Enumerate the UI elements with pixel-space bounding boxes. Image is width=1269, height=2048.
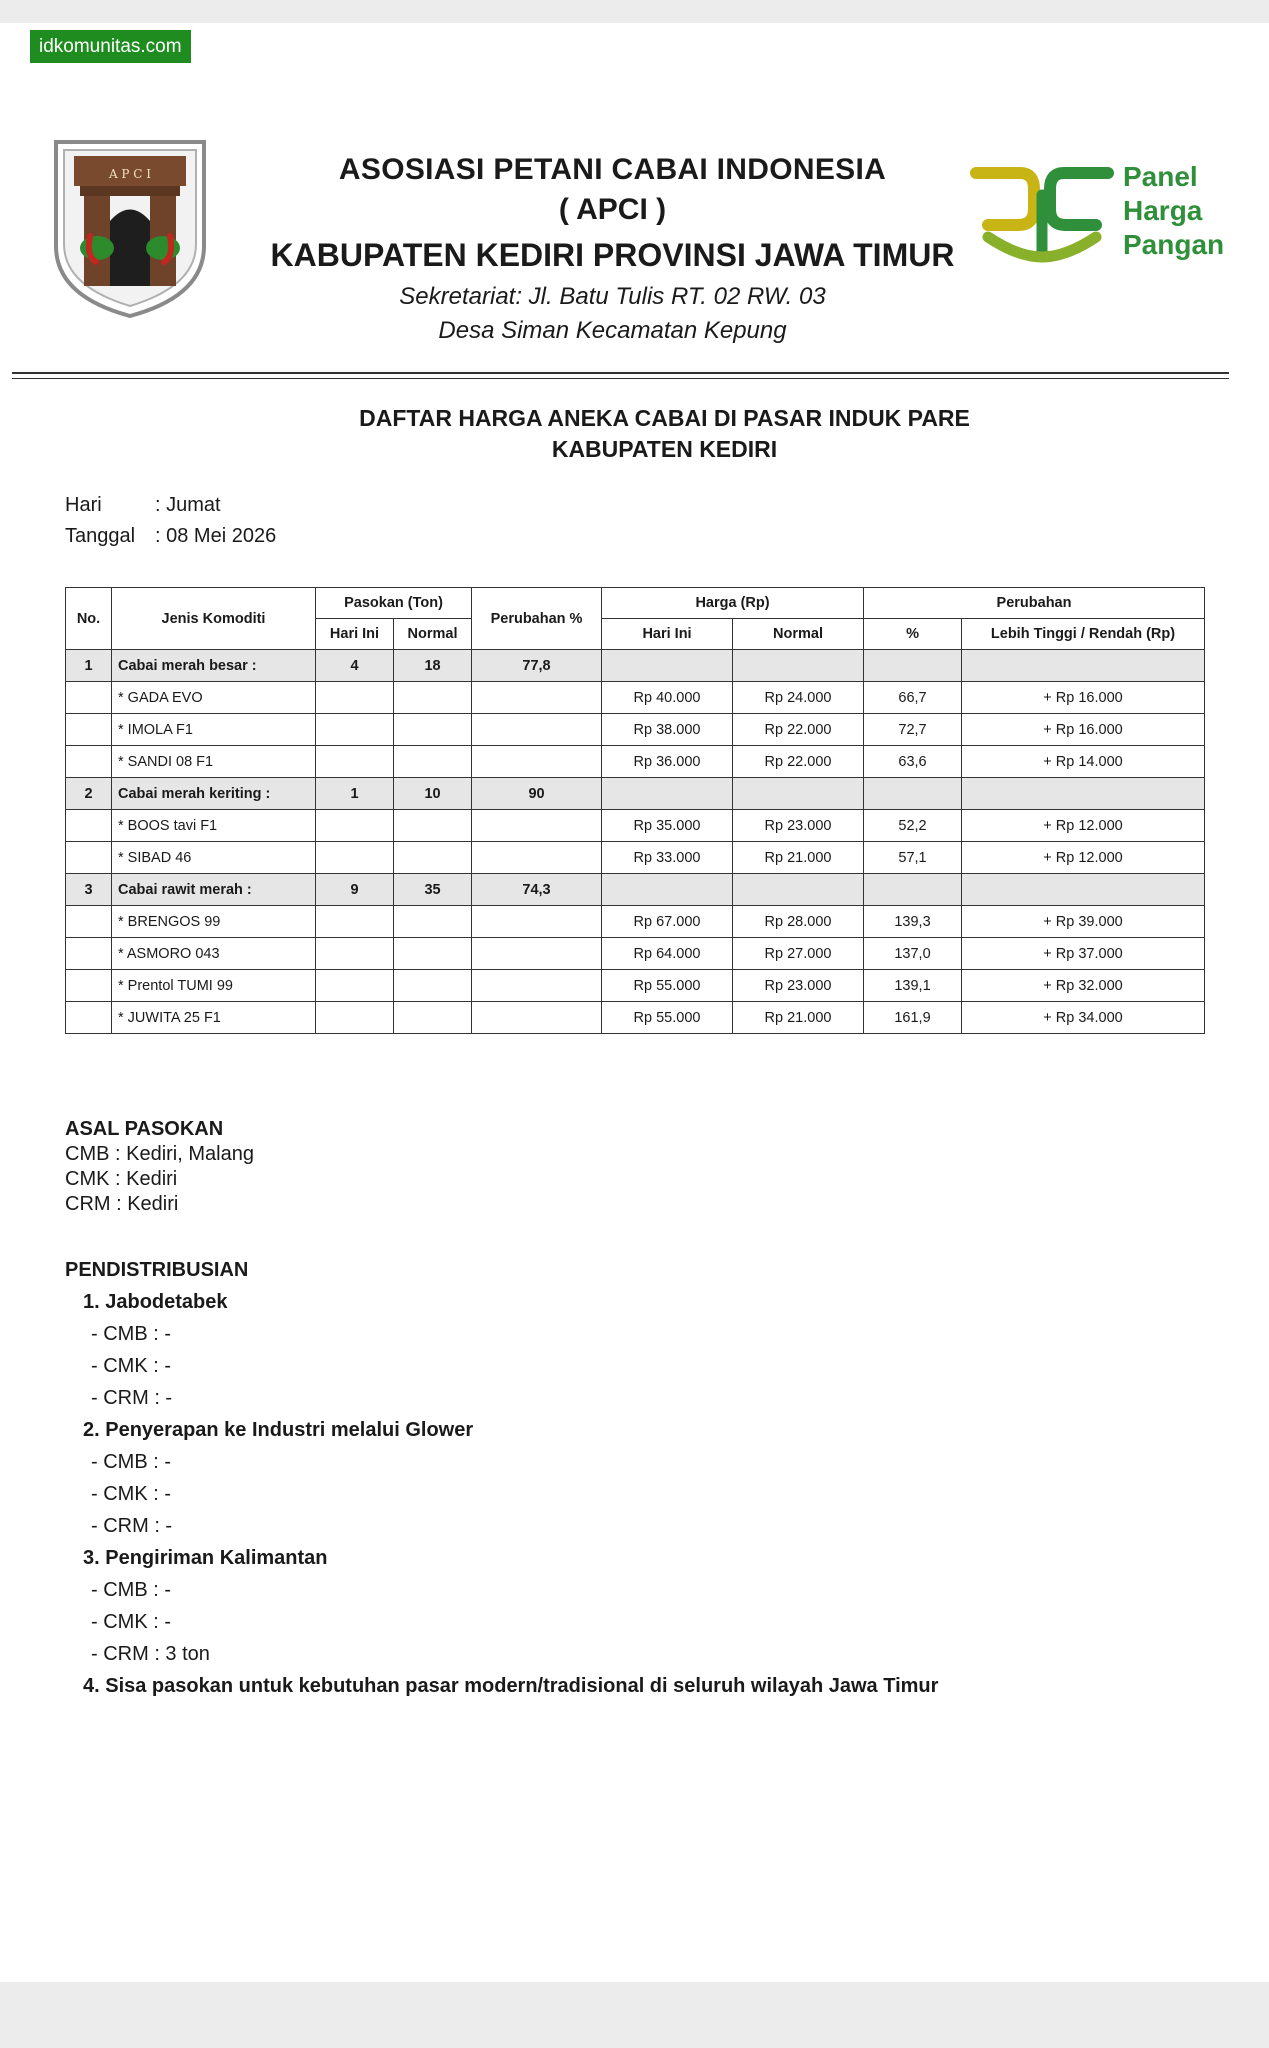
distribution-section [65,1258,938,1699]
table-row [66,746,1205,778]
logo-text-harga: Harga [1123,195,1203,226]
distribution-item-title: 2. Penyerapan ke Industri melalui Glower [83,1419,474,1441]
distribution-title: PENDISTRIBUSIAN [65,1259,249,1281]
table-row [66,906,1205,938]
panel-harga-pangan-logo [968,160,1238,270]
cell-pasokan-hari-ini [316,1002,394,1034]
cell-persen: 66,7 [864,682,962,714]
table-row [66,970,1205,1002]
table-row [66,682,1205,714]
cell-selisih [962,874,1205,906]
cell-pasokan-normal [394,906,472,938]
cell-harga-normal [733,778,864,810]
table-group-row [66,778,1205,810]
cell-pasokan-hari-ini [316,906,394,938]
cell-no [66,714,112,746]
cell-perubahan-persen [472,970,602,1002]
cell-perubahan-persen [472,810,602,842]
cell-persen: 139,3 [864,906,962,938]
document-title [0,403,1269,465]
header-persen: % [864,619,962,650]
cell-harga-normal: Rp 22.000 [733,714,864,746]
day-value: : Jumat [155,494,221,516]
cell-harga-normal: Rp 27.000 [733,938,864,970]
cell-selisih: + Rp 12.000 [962,810,1205,842]
header-harga-normal: Normal [733,619,864,650]
cell-perubahan-persen: 74,3 [472,874,602,906]
cell-persen: 72,7 [864,714,962,746]
meta-day [65,494,221,517]
header-harga-hari-ini: Hari Ini [602,619,733,650]
cell-harga-normal: Rp 28.000 [733,906,864,938]
document-title-line-2: KABUPATEN KEDIRI [551,436,778,462]
supply-origin-cmk: CMK : Kediri [65,1168,178,1190]
cell-persen: 63,6 [864,746,962,778]
cell-no [66,682,112,714]
cell-selisih: + Rp 39.000 [962,906,1205,938]
cell-pasokan-normal: 18 [394,650,472,682]
cell-no [66,938,112,970]
header-divider-thin [12,378,1229,379]
cell-pasokan-normal [394,1002,472,1034]
meta-date [65,525,276,548]
cell-pasokan-normal [394,714,472,746]
distribution-sub-item: - CRM : - [91,1387,173,1409]
cell-harga-normal: Rp 21.000 [733,1002,864,1034]
header-pasokan: Pasokan (Ton) [316,588,472,619]
cell-persen: 137,0 [864,938,962,970]
cell-pasokan-hari-ini [316,938,394,970]
cell-commodity: * SANDI 08 F1 [112,746,316,778]
leaf-mark-icon [968,165,1118,265]
supply-origin-cmb: CMB : Kediri, Malang [65,1143,254,1165]
cell-pasokan-normal: 10 [394,778,472,810]
cell-persen: 57,1 [864,842,962,874]
cell-selisih: + Rp 16.000 [962,682,1205,714]
price-table [65,587,1205,1034]
cell-perubahan-persen [472,746,602,778]
distribution-item-title: 4. Sisa pasokan untuk kebutuhan pasar modern/tradisional di seluruh wilayah Jawa Timur [83,1675,939,1697]
cell-harga-hari-ini [602,874,733,906]
cell-persen [864,874,962,906]
cell-no: 3 [66,874,112,906]
date-value: : 08 Mei 2026 [155,525,277,547]
table-row [66,1002,1205,1034]
cell-harga-hari-ini: Rp 67.000 [602,906,733,938]
distribution-item-title: 3. Pengiriman Kalimantan [83,1547,328,1569]
cell-no [66,842,112,874]
distribution-sub-item: - CMB : - [91,1451,171,1473]
supply-origin-section [65,1117,254,1217]
address-line-1: Sekretariat: Jl. Batu Tulis RT. 02 RW. 03 [399,283,826,310]
cell-persen [864,778,962,810]
cell-selisih: + Rp 34.000 [962,1002,1205,1034]
cell-perubahan-persen [472,938,602,970]
cell-persen: 52,2 [864,810,962,842]
table-row [66,810,1205,842]
cell-perubahan-persen [472,682,602,714]
cell-pasokan-hari-ini [316,842,394,874]
cell-perubahan-persen [472,906,602,938]
cell-selisih: + Rp 14.000 [962,746,1205,778]
table-row [66,842,1205,874]
logo-text-pangan: Pangan [1123,229,1225,260]
cell-commodity: * JUWITA 25 F1 [112,1002,316,1034]
header-perubahan: Perubahan [864,588,1205,619]
cell-no: 2 [66,778,112,810]
cell-pasokan-normal: 35 [394,874,472,906]
cell-harga-hari-ini: Rp 35.000 [602,810,733,842]
cell-selisih: + Rp 37.000 [962,938,1205,970]
header-jenis-komoditi: Jenis Komoditi [112,588,316,650]
cell-no [66,1002,112,1034]
cell-perubahan-persen [472,842,602,874]
cell-harga-hari-ini: Rp 55.000 [602,1002,733,1034]
watermark-badge: idkomunitas.com [30,30,191,63]
cell-no [66,810,112,842]
header-no: No. [66,588,112,650]
cell-no: 1 [66,650,112,682]
cell-pasokan-hari-ini: 9 [316,874,394,906]
supply-origin-crm: CRM : Kediri [65,1193,179,1215]
header-pasokan-hari-ini: Hari Ini [316,619,394,650]
header-perubahan-persen: Perubahan % [472,588,602,650]
cell-harga-normal: Rp 21.000 [733,842,864,874]
cell-perubahan-persen [472,1002,602,1034]
cell-harga-hari-ini: Rp 38.000 [602,714,733,746]
cell-pasokan-normal [394,970,472,1002]
header-divider-thick [12,372,1229,374]
cell-pasokan-hari-ini [316,682,394,714]
letterhead [200,150,1025,348]
cell-commodity: Cabai merah besar : [112,650,316,682]
logo-text-panel: Panel [1123,161,1198,192]
cell-harga-normal [733,874,864,906]
cell-persen: 139,1 [864,970,962,1002]
day-label: Hari [65,494,102,516]
distribution-item-title: 1. Jabodetabek [83,1291,228,1313]
cell-pasokan-hari-ini [316,714,394,746]
cell-pasokan-hari-ini [316,970,394,1002]
cell-harga-normal: Rp 22.000 [733,746,864,778]
cell-harga-hari-ini: Rp 40.000 [602,682,733,714]
cell-selisih [962,778,1205,810]
top-bar [0,0,1269,23]
header-harga: Harga (Rp) [602,588,864,619]
table-row [66,938,1205,970]
cell-harga-normal: Rp 23.000 [733,970,864,1002]
bottom-bar [0,1982,1269,2048]
cell-selisih: + Rp 16.000 [962,714,1205,746]
distribution-sub-item: - CMB : - [91,1579,171,1601]
cell-commodity: * Prentol TUMI 99 [112,970,316,1002]
cell-perubahan-persen: 90 [472,778,602,810]
table-group-row [66,874,1205,906]
cell-no [66,970,112,1002]
distribution-sub-item: - CMK : - [91,1611,171,1633]
cell-pasokan-hari-ini [316,810,394,842]
supply-origin-title: ASAL PASOKAN [65,1118,224,1140]
cell-commodity: Cabai rawit merah : [112,874,316,906]
org-name: ASOSIASI PETANI CABAI INDONESIA [338,153,887,186]
cell-no [66,906,112,938]
distribution-sub-item: - CRM : 3 ton [91,1643,210,1665]
cell-persen [864,650,962,682]
cell-harga-hari-ini: Rp 55.000 [602,970,733,1002]
distribution-sub-item: - CMB : - [91,1323,171,1345]
cell-pasokan-normal [394,842,472,874]
cell-perubahan-persen [472,714,602,746]
cell-harga-hari-ini: Rp 36.000 [602,746,733,778]
header-lebih-tinggi-rendah: Lebih Tinggi / Rendah (Rp) [962,619,1205,650]
cell-harga-hari-ini [602,778,733,810]
cell-pasokan-hari-ini: 1 [316,778,394,810]
cell-pasokan-normal [394,746,472,778]
distribution-sub-item: - CMK : - [91,1483,171,1505]
cell-pasokan-normal [394,682,472,714]
cell-harga-hari-ini [602,650,733,682]
cell-harga-normal [733,650,864,682]
cell-pasokan-normal [394,938,472,970]
apci-seal-logo [50,136,210,321]
cell-harga-normal: Rp 24.000 [733,682,864,714]
cell-pasokan-hari-ini [316,746,394,778]
cell-harga-normal: Rp 23.000 [733,810,864,842]
table-group-row [66,650,1205,682]
cell-harga-hari-ini: Rp 33.000 [602,842,733,874]
cell-harga-hari-ini: Rp 64.000 [602,938,733,970]
cell-selisih [962,650,1205,682]
cell-no [66,746,112,778]
cell-commodity: * BRENGOS 99 [112,906,316,938]
org-abbreviation: ( APCI ) [558,193,667,226]
document-title-line-1: DAFTAR HARGA ANEKA CABAI DI PASAR INDUK PARE [359,405,970,431]
cell-commodity: * BOOS tavi F1 [112,810,316,842]
org-region: KABUPATEN KEDIRI PROVINSI JAWA TIMUR [270,237,955,273]
distribution-sub-item: - CMK : - [91,1355,171,1377]
cell-commodity: * ASMORO 043 [112,938,316,970]
cell-selisih: + Rp 32.000 [962,970,1205,1002]
cell-perubahan-persen: 77,8 [472,650,602,682]
date-label: Tanggal [65,525,136,547]
seal-label: A P C I [108,167,152,181]
cell-commodity: * SIBAD 46 [112,842,316,874]
cell-commodity: * GADA EVO [112,682,316,714]
cell-pasokan-normal [394,810,472,842]
header-pasokan-normal: Normal [394,619,472,650]
cell-persen: 161,9 [864,1002,962,1034]
distribution-sub-item: - CRM : - [91,1515,173,1537]
address-line-2: Desa Siman Kecamatan Kepung [438,317,787,344]
cell-pasokan-hari-ini: 4 [316,650,394,682]
cell-commodity: Cabai merah keriting : [112,778,316,810]
cell-commodity: * IMOLA F1 [112,714,316,746]
cell-selisih: + Rp 12.000 [962,842,1205,874]
table-row [66,714,1205,746]
